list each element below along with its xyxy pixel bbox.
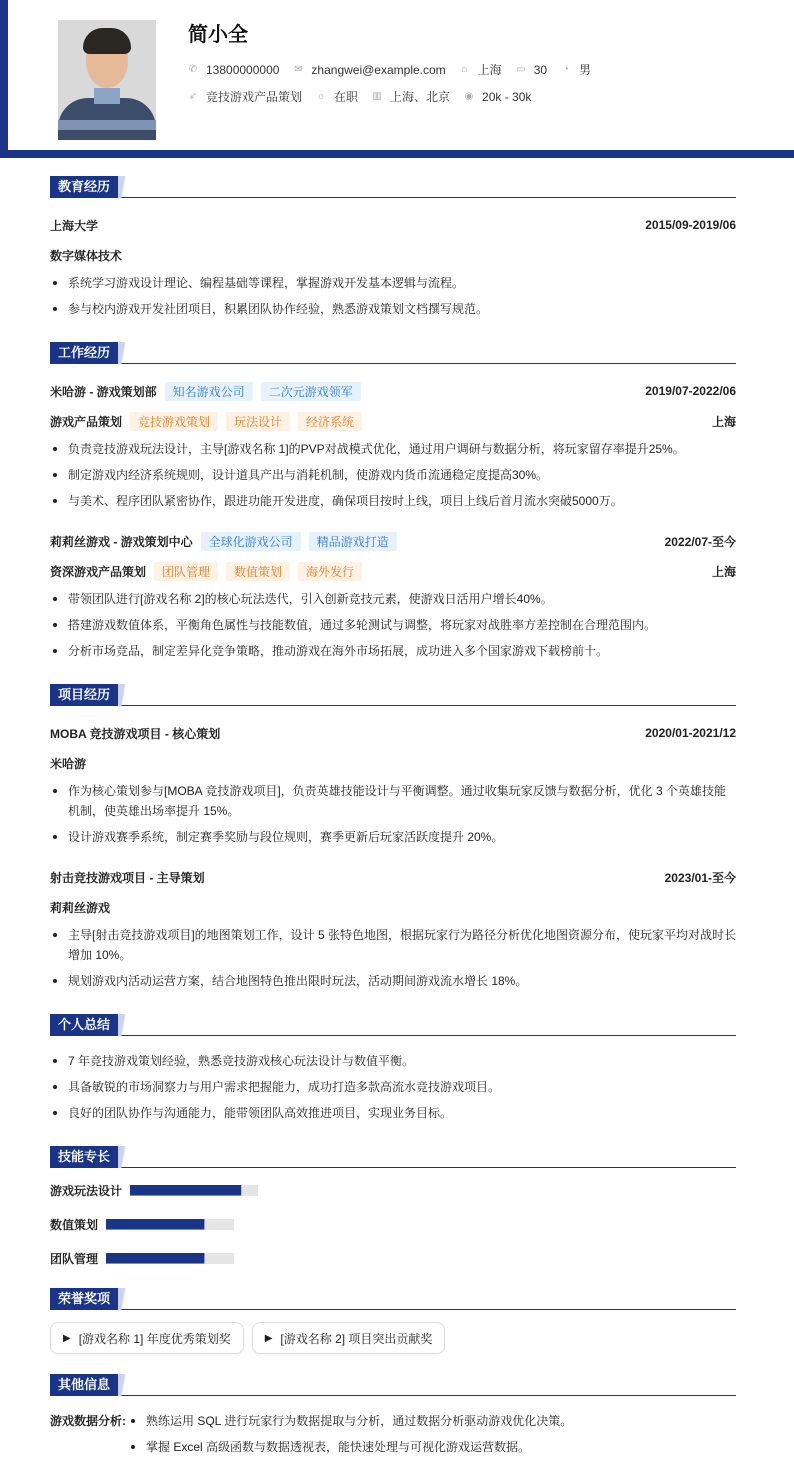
phone-icon: ✆ <box>188 64 198 75</box>
candidate-name: 简小全 <box>188 24 248 46</box>
skill-name: 游戏玩法设计 <box>50 1183 123 1198</box>
bullet: 具备敏锐的市场洞察力与用户需求把握能力，成功打造多款高流水竞技游戏项目。 <box>50 1074 736 1100</box>
skills-section <box>50 1146 736 1268</box>
status-icon: ☼ <box>316 91 326 102</box>
award-item <box>252 1322 446 1354</box>
position: 竞技游戏产品策划 <box>206 90 303 104</box>
tag: 数值策划 <box>226 562 290 581</box>
section-title: 教育经历 <box>50 176 118 198</box>
tag: 团队管理 <box>154 562 218 581</box>
skill-item <box>50 1214 399 1234</box>
email-icon: ✉ <box>294 64 303 75</box>
tag: 二次元游戏领军 <box>261 382 361 401</box>
bullet: 分析市场竞品，制定差异化竞争策略，推动游戏在海外市场拓展，成功进入多个国家游戏下载榜前十。 <box>50 638 736 664</box>
tag: 竞技游戏策划 <box>130 412 218 431</box>
section-title: 个人总结 <box>50 1014 118 1036</box>
home-icon: ⌂ <box>461 64 468 75</box>
triangle-icon: ▶ <box>264 1332 273 1344</box>
skill-bar-fill <box>130 1185 241 1196</box>
bullet: 掌握 Excel 高级函数与数据透视表，能快速处理与可视化游戏运营数据。 <box>128 1434 572 1460</box>
gender: 男 <box>579 63 592 77</box>
award-label: [游戏名称 2] 项目突出贡献奖 <box>280 1331 433 1346</box>
location: 上海 <box>711 414 736 429</box>
award-item <box>50 1322 244 1354</box>
role: 游戏产品策划 <box>50 414 123 429</box>
date: 2022/07-至今 <box>664 534 736 549</box>
project-org: 米哈游 <box>50 756 87 771</box>
bullet: 搭建游戏数值体系，平衡角色属性与技能数值，通过多轮测试与调整，将玩家对战胜率方差控制在合理范围内。 <box>50 612 736 638</box>
gender-icon: ◔ <box>563 64 570 75</box>
tag: 全球化游戏公司 <box>201 532 301 551</box>
bullet: 参与校内游戏开发社团项目，积累团队协作经验，熟悉游戏策划文档撰写规范。 <box>50 296 736 322</box>
company: 莉莉丝游戏 - 游戏策划中心 <box>50 534 193 549</box>
resume-header <box>0 0 794 158</box>
location: 上海 <box>711 564 736 579</box>
summary-section <box>50 1014 736 1126</box>
tag: 精品游戏打造 <box>309 532 397 551</box>
bullet: 系统学习游戏设计理论、编程基础等课程，掌握游戏开发基本逻辑与流程。 <box>50 270 736 296</box>
other-section <box>50 1374 736 1460</box>
work-section <box>50 342 736 664</box>
bullet: 熟练运用 SQL 进行玩家行为数据提取与分析，通过数据分析驱动游戏优化决策。 <box>128 1408 572 1434</box>
award-label: [游戏名称 1] 年度优秀策划奖 <box>78 1331 231 1346</box>
other-label: 游戏数据分析: <box>50 1414 126 1428</box>
section-title: 工作经历 <box>50 342 118 364</box>
skill-bar-fill <box>106 1253 204 1264</box>
avatar-photo <box>58 20 156 140</box>
skill-name: 数值策划 <box>50 1217 99 1232</box>
bullet: 7 年竞技游戏策划经验，熟悉竞技游戏核心玩法设计与数值平衡。 <box>50 1048 736 1074</box>
projects-section <box>50 684 736 994</box>
skill-bar-fill <box>106 1219 204 1230</box>
section-title: 其他信息 <box>50 1374 118 1396</box>
bullet: 制定游戏内经济系统规则，设计道具产出与消耗机制，使游戏内货币流通稳定度提高30%。 <box>50 462 736 488</box>
age: 30 <box>533 62 548 77</box>
bullet: 良好的团队协作与沟通能力，能带领团队高效推进项目，实现业务目标。 <box>50 1100 736 1126</box>
project-org: 莉莉丝游戏 <box>50 900 111 915</box>
education-section <box>50 176 736 322</box>
target-cities: 上海、北京 <box>390 90 451 104</box>
major: 数字媒体技术 <box>50 248 123 263</box>
company: 米哈游 - 游戏策划部 <box>50 384 157 399</box>
building-icon: ▥ <box>372 91 382 102</box>
bullet: 带领团队进行[游戏名称 2]的核心玩法迭代，引入创新竞技元素，使游戏日活用户增长40%。 <box>50 586 736 612</box>
date: 2019/07-2022/06 <box>645 384 736 398</box>
bullet: 作为核心策划参与[MOBA 竞技游戏项目]，负责英雄技能设计与平衡调整。通过收集玩家反馈与数据分析，优化 3 个英雄技能机制，使英雄出场率提升 15%。 <box>50 778 736 824</box>
email: zhangwei@example.com <box>311 62 446 77</box>
skill-item <box>50 1248 399 1268</box>
section-title: 项目经历 <box>50 684 118 706</box>
phone: 13800000000 <box>206 62 280 77</box>
age-icon: ▭ <box>515 64 526 75</box>
intent-row <box>188 88 545 105</box>
skill-bar <box>106 1253 234 1264</box>
bullet: 规划游戏内活动运营方案，结合地图特色推出限时玩法，活动期间游戏流水增长 18%。 <box>50 968 736 994</box>
awards-section <box>50 1288 736 1354</box>
role: 资深游戏产品策划 <box>50 564 147 579</box>
date: 2015/09-2019/06 <box>645 218 736 232</box>
status: 在职 <box>334 90 359 104</box>
city: 上海 <box>477 63 502 77</box>
project-name: MOBA 竞技游戏项目 - 核心策划 <box>50 726 221 741</box>
tag: 经济系统 <box>298 412 362 431</box>
skill-item <box>50 1180 399 1200</box>
salary-icon: ◉ <box>464 91 474 102</box>
skill-bar <box>130 1185 258 1196</box>
section-title: 技能专长 <box>50 1146 118 1168</box>
send-icon: ➶ <box>188 91 198 102</box>
bullet: 与美术、程序团队紧密协作，跟进功能开发进度，确保项目按时上线，项目上线后首月流水突破5000万。 <box>50 488 736 514</box>
skill-name: 团队管理 <box>50 1251 99 1266</box>
project-name: 射击竞技游戏项目 - 主导策划 <box>50 870 205 885</box>
bullet: 负责竞技游戏玩法设计，主导[游戏名称 1]的PVP对战模式优化，通过用户调研与数据分析，将玩家留存率提升25%。 <box>50 436 736 462</box>
contact-row <box>188 61 605 78</box>
date: 2020/01-2021/12 <box>645 726 736 740</box>
date: 2023/01-至今 <box>664 870 736 885</box>
salary: 20k - 30k <box>482 89 532 104</box>
bullet: 主导[射击竞技游戏项目]的地图策划工作，设计 5 张特色地图，根据玩家行为路径分析优化地图资源分布，使玩家平均对战时长增加 10%。 <box>50 922 736 968</box>
bullet: 设计游戏赛季系统，制定赛季奖励与段位规则，赛季更新后玩家活跃度提升 20%。 <box>50 824 736 850</box>
section-title: 荣誉奖项 <box>50 1288 118 1310</box>
tag: 玩法设计 <box>226 412 290 431</box>
tag: 知名游戏公司 <box>165 382 253 401</box>
tag: 海外发行 <box>298 562 362 581</box>
skill-bar <box>106 1219 234 1230</box>
triangle-icon: ▶ <box>63 1332 71 1344</box>
school: 上海大学 <box>50 218 99 233</box>
